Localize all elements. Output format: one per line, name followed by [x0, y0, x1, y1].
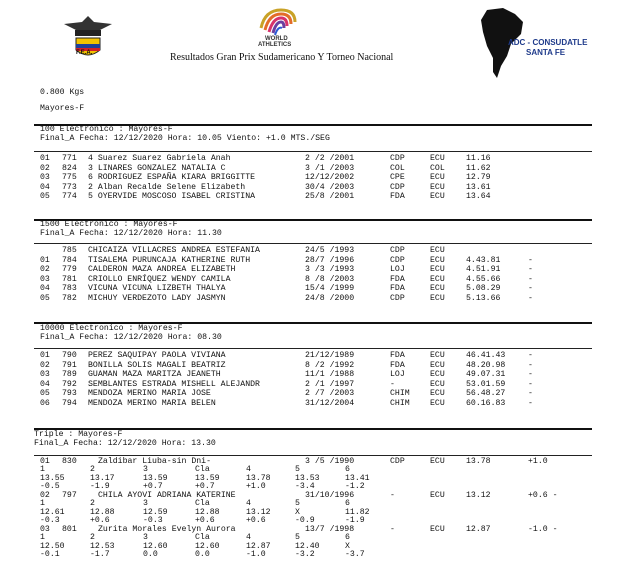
result-country: ECU — [430, 183, 445, 192]
result-club: CDP — [390, 246, 405, 255]
result-athlete-name: 2 Alban Recalde Selene Elizabeth — [88, 183, 246, 192]
result-birth-date: 11/1 /1988 — [305, 370, 355, 379]
triple-club: CDP — [390, 457, 405, 466]
result-result: 11.16 — [466, 154, 491, 163]
result-country: ECU — [430, 351, 445, 360]
result-athlete-name: CRIOLLO ENRÍQUEZ WENDY CAMILA — [88, 275, 231, 284]
result-bib: 782 — [62, 294, 77, 303]
triple-attempt-number: 4 — [246, 499, 251, 508]
result-birth-date: 28/7 /1996 — [305, 256, 355, 265]
triple-athlete-name: Zurita Morales Evelyn Aurora — [98, 525, 236, 534]
triple-attempt-number: 2 — [90, 533, 95, 542]
result-bib: 824 — [62, 164, 77, 173]
result-country: ECU — [430, 275, 445, 284]
result-bib: 790 — [62, 351, 77, 360]
triple-attempt-wind: -1.0 — [246, 550, 266, 559]
triple-attempt-wind: -0.3 — [40, 516, 60, 525]
result-club: LOJ — [390, 370, 405, 379]
result-country: ECU — [430, 192, 445, 201]
adc-line1: ADC - CONSUDATLE — [508, 38, 588, 47]
result-place: 02 — [40, 164, 50, 173]
triple-result: 13.78 — [466, 457, 491, 466]
triple-attempt-mark: 12.87 — [246, 542, 271, 551]
triple-attempt-mark: 12.61 — [40, 508, 65, 517]
result-result: 4.43.81 — [466, 256, 501, 265]
result-country: ECU — [430, 154, 445, 163]
result-note: - — [528, 256, 533, 265]
event-100-title: 100 Electronico : Mayores-F — [40, 125, 173, 134]
result-result: 60.16.83 — [466, 399, 506, 408]
result-place: 06 — [40, 399, 50, 408]
result-note: - — [528, 294, 533, 303]
implement-weight: 0.800 Kgs — [40, 88, 85, 97]
triple-result: 12.87 — [466, 525, 491, 534]
result-athlete-name: PEREZ SAQUIPAY PAOLA VIVIANA — [88, 351, 226, 360]
result-country: ECU — [430, 389, 445, 398]
result-result: 56.48.27 — [466, 389, 506, 398]
result-bib: 773 — [62, 183, 77, 192]
result-note: - — [528, 284, 533, 293]
result-country: ECU — [430, 380, 445, 389]
result-birth-date: 21/12/1989 — [305, 351, 355, 360]
result-birth-date: 30/4 /2003 — [305, 183, 355, 192]
result-bib: 783 — [62, 284, 77, 293]
result-note: - — [528, 265, 533, 274]
triple-attempt-mark: 12.60 — [195, 542, 220, 551]
triple-attempt-mark: X — [345, 542, 350, 551]
result-result: 4.55.66 — [466, 275, 501, 284]
triple-attempt-wind: -3.7 — [345, 550, 365, 559]
triple-attempt-wind: +0.6 — [195, 516, 215, 525]
event-1500-title: 1500 Electronico : Mayores-F — [40, 220, 178, 229]
triple-attempt-number: 2 — [90, 499, 95, 508]
result-birth-date: 12/12/2002 — [305, 173, 355, 182]
world-athletics-line2: ATHLETICS — [258, 42, 292, 48]
triple-attempt-wind: 0.0 — [195, 550, 210, 559]
result-birth-date: 25/8 /2001 — [305, 192, 355, 201]
result-place: 05 — [40, 294, 50, 303]
triple-attempt-mark: 12.88 — [195, 508, 220, 517]
triple-wind: +0.6 - — [528, 491, 558, 500]
result-club: FDA — [390, 284, 405, 293]
triple-attempt-mark: 13.55 — [40, 474, 65, 483]
event-1500-final: Final_A Fecha: 12/12/2020 Hora: 11.30 — [40, 229, 222, 238]
triple-attempt-mark: 13.17 — [90, 474, 115, 483]
result-bib: 791 — [62, 361, 77, 370]
triple-attempt-number: 3 — [143, 533, 148, 542]
result-country: ECU — [430, 265, 445, 274]
result-place: 02 — [40, 361, 50, 370]
triple-attempt-number: 6 — [345, 465, 350, 474]
result-bib: 794 — [62, 399, 77, 408]
triple-attempt-wind: +0.6 — [246, 516, 266, 525]
triple-attempt-number: 3 — [143, 465, 148, 474]
result-bib: 781 — [62, 275, 77, 284]
triple-attempt-number: 4 — [246, 465, 251, 474]
result-bib: 785 — [62, 246, 77, 255]
result-bib: 775 — [62, 173, 77, 182]
triple-attempt-mark: 12.50 — [40, 542, 65, 551]
triple-attempt-wind: -3.4 — [295, 482, 315, 491]
event-10000-title: 10000 Electronico : Mayores-F — [40, 324, 183, 333]
triple-attempt-number: 1 — [40, 465, 45, 474]
result-note: - — [528, 399, 533, 408]
triple-wind: +1.0 — [528, 457, 548, 466]
result-club: CDP — [390, 183, 405, 192]
adc-line2: SANTA FE — [526, 48, 566, 57]
result-place: 05 — [40, 192, 50, 201]
result-club: FDA — [390, 351, 405, 360]
result-athlete-name: SEMBLANTES ESTRADA MISHELL ALEJANDR — [88, 380, 260, 389]
result-club: CDP — [390, 154, 405, 163]
triple-attempt-number: 6 — [345, 499, 350, 508]
result-birth-date: 3 /1 /2003 — [305, 164, 355, 173]
world-athletics-line1: WORLD — [265, 36, 288, 42]
triple-place: 03 — [40, 525, 50, 534]
triple-attempt-mark: 13.59 — [143, 474, 168, 483]
result-place: 01 — [40, 256, 50, 265]
triple-attempt-mark: 13.41 — [345, 474, 370, 483]
triple-bib: 797 — [62, 491, 77, 500]
triple-attempt-wind: +1.0 — [246, 482, 266, 491]
triple-bib: 830 — [62, 457, 77, 466]
result-result: 13.64 — [466, 192, 491, 201]
result-place: 01 — [40, 351, 50, 360]
result-note: - — [528, 351, 533, 360]
triple-club: - — [390, 525, 395, 534]
result-club: CDP — [390, 294, 405, 303]
result-club: COL — [390, 164, 405, 173]
triple-attempt-wind: -1.9 — [345, 516, 365, 525]
result-club: FDA — [390, 361, 405, 370]
triple-attempt-number: 3 — [143, 499, 148, 508]
result-result: 5.08.29 — [466, 284, 501, 293]
triple-attempt-number: 2 — [90, 465, 95, 474]
result-birth-date: 3 /3 /1993 — [305, 265, 355, 274]
triple-attempt-number: 5 — [295, 499, 300, 508]
world-athletics-logo — [255, 6, 301, 56]
result-country: ECU — [430, 173, 445, 182]
result-note: - — [528, 380, 533, 389]
result-place: 02 — [40, 265, 50, 274]
fea-label: F.E.A. — [76, 50, 93, 56]
result-birth-date: 2 /1 /1997 — [305, 380, 355, 389]
triple-attempt-wind: -1.7 — [90, 550, 110, 559]
triple-attempt-mark: 13.53 — [295, 474, 320, 483]
result-country: ECU — [430, 284, 445, 293]
result-club: LOJ — [390, 265, 405, 274]
triple-attempt-wind: -1.9 — [90, 482, 110, 491]
page-title: Resultados Gran Prix Sudamericano Y Torneo Nacional — [170, 52, 394, 63]
event-triple-title: Triple : Mayores-F — [34, 430, 123, 439]
triple-attempt-wind: -1.2 — [345, 482, 365, 491]
triple-attempt-number: Cla — [195, 465, 210, 474]
triple-birth-date: 13/7 /1998 — [305, 525, 355, 534]
triple-attempt-wind: -0.1 — [40, 550, 60, 559]
triple-attempt-mark: 13.78 — [246, 474, 271, 483]
triple-country: ECU — [430, 525, 445, 534]
result-athlete-name: MENDOZA MERINO MARIA JOSE — [88, 389, 211, 398]
result-country: ECU — [430, 361, 445, 370]
result-result: 49.07.31 — [466, 370, 506, 379]
triple-attempt-mark: 12.40 — [295, 542, 320, 551]
result-country: ECU — [430, 246, 445, 255]
result-athlete-name: 5 OYERVIDE MOSCOSO ISABEL CRISTINA — [88, 192, 256, 201]
result-birth-date: 24/5 /1993 — [305, 246, 355, 255]
result-club: CDP — [390, 256, 405, 265]
triple-attempt-mark: 11.82 — [345, 508, 370, 517]
result-athlete-name: CHICAIZA VILLACRES ANDREA ESTEFANIA — [88, 246, 260, 255]
result-club: CHIM — [390, 389, 410, 398]
world-athletics-swoosh-icon — [255, 6, 301, 38]
triple-attempt-mark: 13.12 — [246, 508, 271, 517]
triple-attempt-wind: -0.3 — [143, 516, 163, 525]
triple-attempt-mark: 12.53 — [90, 542, 115, 551]
result-bib: 774 — [62, 192, 77, 201]
result-bib: 789 — [62, 370, 77, 379]
result-athlete-name: MENDOZA MERINO MARIA BELEN — [88, 399, 216, 408]
result-country: ECU — [430, 399, 445, 408]
triple-attempt-number: 5 — [295, 465, 300, 474]
result-result: 4.51.91 — [466, 265, 501, 274]
result-note: - — [528, 275, 533, 284]
result-result: 12.79 — [466, 173, 491, 182]
result-result: 13.61 — [466, 183, 491, 192]
result-athlete-name: TISALEMA PURUNCAJA KATHERINE RUTH — [88, 256, 251, 265]
triple-attempt-number: 4 — [246, 533, 251, 542]
result-bib: 779 — [62, 265, 77, 274]
result-birth-date: 2 /2 /2001 — [305, 154, 355, 163]
result-place: 04 — [40, 380, 50, 389]
result-place: 03 — [40, 370, 50, 379]
triple-attempt-wind: -0.5 — [40, 482, 60, 491]
result-bib: 792 — [62, 380, 77, 389]
triple-bib: 801 — [62, 525, 77, 534]
triple-attempt-wind: -3.2 — [295, 550, 315, 559]
result-bib: 793 — [62, 389, 77, 398]
triple-place: 01 — [40, 457, 50, 466]
result-club: CPE — [390, 173, 405, 182]
triple-country: ECU — [430, 457, 445, 466]
triple-birth-date: 31/10/1996 — [305, 491, 355, 500]
result-birth-date: 2 /7 /2003 — [305, 389, 355, 398]
triple-attempt-number: 5 — [295, 533, 300, 542]
triple-country: ECU — [430, 491, 445, 500]
result-result: 11.62 — [466, 164, 491, 173]
triple-club: - — [390, 491, 395, 500]
triple-attempt-number: 1 — [40, 499, 45, 508]
triple-attempt-wind: +0.7 — [143, 482, 163, 491]
result-note: - — [528, 361, 533, 370]
result-result: 5.13.66 — [466, 294, 501, 303]
event-100-final: Final_A Fecha: 12/12/2020 Hora: 10.05 Viento: +1.0 MTS./SEG — [40, 134, 330, 143]
result-result: 46.41.43 — [466, 351, 506, 360]
triple-attempt-wind: 0.0 — [143, 550, 158, 559]
triple-attempt-wind: +0.7 — [195, 482, 215, 491]
result-country: ECU — [430, 370, 445, 379]
triple-birth-date: 3 /5 /1990 — [305, 457, 355, 466]
triple-attempt-number: Cla — [195, 533, 210, 542]
result-place: 03 — [40, 275, 50, 284]
triple-attempt-mark: 13.59 — [195, 474, 220, 483]
result-result: 53.01.59 — [466, 380, 506, 389]
result-country: ECU — [430, 294, 445, 303]
triple-attempt-mark: 12.59 — [143, 508, 168, 517]
result-country: ECU — [430, 256, 445, 265]
triple-athlete-name: Zaldibar Liuba-sin Dni- — [98, 457, 212, 466]
result-country: COL — [430, 164, 445, 173]
result-place: 04 — [40, 284, 50, 293]
result-club: CHIM — [390, 399, 410, 408]
result-athlete-name: GUAMAN MAZA MARITZA JEANETH — [88, 370, 221, 379]
result-athlete-name: 3 LINARES GONZALEZ NATALIA C — [88, 164, 226, 173]
triple-attempt-mark: 12.88 — [90, 508, 115, 517]
result-athlete-name: VICUNA VICUNA LIZBETH THALYA — [88, 284, 226, 293]
result-birth-date: 24/8 /2000 — [305, 294, 355, 303]
result-bib: 771 — [62, 154, 77, 163]
triple-attempt-number: 1 — [40, 533, 45, 542]
triple-attempt-mark: X — [295, 508, 300, 517]
result-athlete-name: BONILLA SOLIS MAGALI BEATRIZ — [88, 361, 226, 370]
result-place: 04 — [40, 183, 50, 192]
result-bib: 784 — [62, 256, 77, 265]
fea-eagle-icon — [62, 14, 114, 64]
triple-attempt-wind: +0.6 — [90, 516, 110, 525]
triple-athlete-name: CHILA AYOVI ADRIANA KATERINE — [98, 491, 236, 500]
result-result: 48.20.98 — [466, 361, 506, 370]
result-club: FDA — [390, 275, 405, 284]
category-label: Mayores-F — [40, 104, 85, 113]
triple-attempt-wind: -0.9 — [295, 516, 315, 525]
result-athlete-name: CALDERON MAZA ANDREA ELIZABETH — [88, 265, 236, 274]
result-place: 05 — [40, 389, 50, 398]
result-athlete-name: 4 Suarez Suarez Gabriela Anah — [88, 154, 231, 163]
result-birth-date: 31/12/2004 — [305, 399, 355, 408]
event-triple-final: Final_A Fecha: 12/12/2020 Hora: 13.30 — [34, 439, 216, 448]
event-10000-final: Final_A Fecha: 12/12/2020 Hora: 08.30 — [40, 333, 222, 342]
triple-result: 13.12 — [466, 491, 491, 500]
result-note: - — [528, 389, 533, 398]
triple-attempt-number: 6 — [345, 533, 350, 542]
triple-attempt-number: Cla — [195, 499, 210, 508]
result-place: 01 — [40, 154, 50, 163]
triple-attempt-mark: 12.60 — [143, 542, 168, 551]
result-note: - — [528, 370, 533, 379]
result-birth-date: 15/4 /1999 — [305, 284, 355, 293]
fea-logo — [62, 14, 114, 64]
result-club: FDA — [390, 192, 405, 201]
result-club: - — [390, 380, 395, 389]
triple-place: 02 — [40, 491, 50, 500]
triple-wind: -1.0 - — [528, 525, 558, 534]
result-birth-date: 8 /8 /2003 — [305, 275, 355, 284]
result-athlete-name: MICHUY VERDEZOTO LADY JASMYN — [88, 294, 226, 303]
result-place: 03 — [40, 173, 50, 182]
result-birth-date: 8 /2 /1992 — [305, 361, 355, 370]
result-athlete-name: 6 RODRIGUEZ ESPAÑA KIARA BRIGGITTE — [88, 173, 256, 182]
